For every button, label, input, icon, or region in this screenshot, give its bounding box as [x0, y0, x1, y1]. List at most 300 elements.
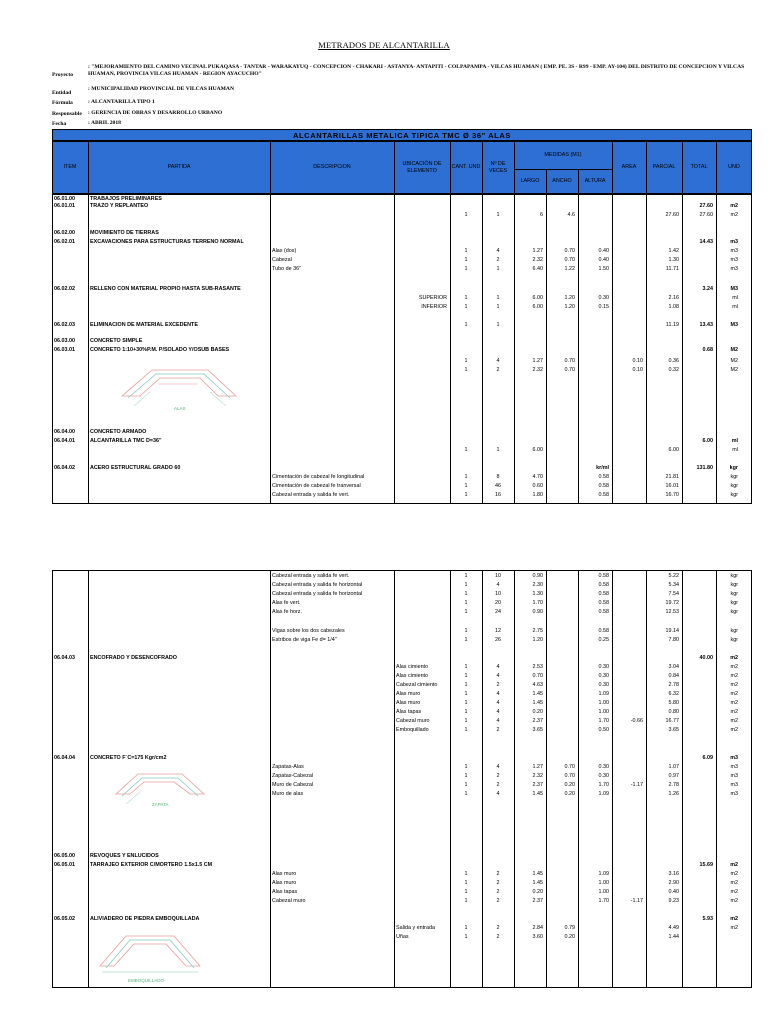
row-desc-cell: Tubo de 36" [272, 266, 301, 272]
row-altura-cell: 0.30 [598, 295, 609, 301]
row-veces-cell: 4 [496, 664, 500, 670]
row-desc-cell: Cabezal entrada y salida fe horizontal [272, 591, 363, 597]
row-item-cell: 06.04.02 [54, 465, 75, 471]
row-veces-cell: 1 [496, 295, 500, 301]
header-descripcion: DESCRIPCION [313, 164, 351, 171]
column-divider [546, 169, 547, 504]
row-cant-cell: 1 [464, 682, 468, 688]
row-ancho-cell: 0.70 [564, 367, 575, 373]
row-cant-cell: 1 [464, 673, 468, 679]
row-und-cell: m3 [730, 755, 738, 761]
row-veces-cell: 2 [496, 889, 500, 895]
row-veces-cell: 2 [496, 367, 500, 373]
row-altura-cell: 1.00 [598, 889, 609, 895]
row-cant-cell: 1 [464, 791, 468, 797]
row-ubicL-cell: Emboquillado [396, 727, 429, 733]
row-parcial-cell: 19.72 [665, 600, 679, 606]
row-largo-cell: 6.00 [532, 295, 543, 301]
row-parcial-cell: 1.26 [668, 791, 679, 797]
row-partida-cell: TRABAJOS PRELIMINARES [90, 196, 162, 202]
row-ancho-cell: 4.6 [567, 212, 575, 218]
row-partida-cell: TARRAJEO EXTERIOR C/MORTERO 1.5x1.5 CM [90, 862, 213, 868]
row-altura-cell: 0.58 [598, 600, 609, 606]
row-cant-cell: 1 [464, 591, 468, 597]
row-und-cell: m3 [730, 764, 738, 770]
row-item-cell: 06.03.01 [54, 347, 75, 353]
proyecto-label: Proyecto [52, 72, 74, 78]
row-ubic-cell: INFERIOR [421, 304, 447, 310]
row-item-cell: 06.01.01 [54, 203, 75, 209]
row-veces-cell: 2 [496, 925, 500, 931]
emboquillado-sketch [96, 928, 204, 984]
row-largo-cell: 1.45 [532, 691, 543, 697]
row-parcial-cell: 6.00 [668, 447, 679, 453]
row-parcial-cell: 0.40 [668, 889, 679, 895]
row-largo-cell: 2.32 [532, 367, 543, 373]
row-desc-cell: Zapatas-Cabezal [272, 773, 314, 779]
row-parcial-cell: 4.49 [668, 925, 679, 931]
row-largo-cell: 1.27 [532, 358, 543, 364]
row-item-cell: 06.02.03 [54, 322, 75, 328]
row-und-cell: kgr [730, 600, 738, 606]
row-partida-cell: EXCAVACIONES PARA ESTRUCTURAS TERRENO NORMAL [90, 239, 244, 245]
row-largo-cell: 2.32 [532, 773, 543, 779]
row-partida-cell: CONCRETO 1:10+30%P.M. P/SOLADO Y/OSUB BASES [90, 347, 230, 353]
row-und-cell: kgr [729, 465, 738, 471]
row-und-cell: m2 [730, 212, 738, 218]
row-item-cell: 06.05.01 [54, 862, 75, 868]
table-banner: ALCANTARILLAS METALICA TIPICA TMC Ø 36" ALAS [52, 129, 752, 141]
row-und-cell: m2 [730, 916, 738, 922]
row-altura-cell: 0.15 [598, 304, 609, 310]
row-altura-cell: 0.58 [598, 573, 609, 579]
row-parcial-cell: 12.53 [665, 609, 679, 615]
row-parcial-cell: 1.44 [668, 934, 679, 940]
row-parcial-cell: 16.77 [665, 718, 679, 724]
emboquillado-sketch-label: EMBOQUILLADO [128, 978, 165, 983]
row-veces-cell: 4 [496, 582, 500, 588]
header-total: TOTAL [690, 164, 708, 171]
header-ubicacion: UBICACIÓN DE ELEMENTO [402, 161, 442, 174]
row-largo-cell: 2.84 [532, 925, 543, 931]
row-altura-cell: 0.30 [598, 773, 609, 779]
row-altura-cell: 1.09 [598, 691, 609, 697]
row-veces-cell: 4 [496, 764, 500, 770]
header-partida: PARTIDA [167, 164, 191, 171]
row-parcial-cell: 2.16 [668, 295, 679, 301]
row-altura-cell: 1.00 [598, 709, 609, 715]
column-divider [578, 169, 579, 504]
row-veces-cell: 2 [496, 898, 500, 904]
row-ubicL-cell: Alas cimiento [396, 673, 429, 679]
row-und-cell: M3 [730, 322, 738, 328]
row-desc-cell: Cimentación de cabezal fe longitudinal [272, 474, 365, 480]
row-cant-cell: 1 [464, 367, 468, 373]
zapata-sketch [112, 766, 208, 812]
project-metadata [52, 62, 752, 127]
column-divider [682, 570, 683, 988]
row-und-cell: m2 [730, 691, 738, 697]
row-desc-cell: Alas muro [272, 871, 297, 877]
row-desc-cell: Cabezal muro [272, 898, 306, 904]
row-item-cell: 06.03.00 [54, 338, 75, 344]
row-cant-cell: 1 [464, 727, 468, 733]
column-divider [612, 570, 613, 988]
row-item-cell: 06.04.00 [54, 429, 75, 435]
row-cant-cell: 1 [464, 358, 468, 364]
row-ubicL-cell: Cabezal muro [396, 718, 430, 724]
row-und-cell: m3 [730, 773, 738, 779]
row-desc-cell: Cabezal entrada y salida fe horizontal [272, 582, 363, 588]
row-cant-cell: 1 [464, 573, 468, 579]
row-parcial-cell: 0.84 [668, 673, 679, 679]
row-parcial-cell: 0.97 [668, 773, 679, 779]
row-veces-cell: 4 [496, 673, 500, 679]
column-divider [88, 570, 89, 988]
row-ancho-cell: 1.20 [564, 295, 575, 301]
row-altura-cell: 1.70 [598, 782, 609, 788]
row-largo-cell: 2.37 [532, 898, 543, 904]
row-altura-cell: kr/ml [596, 465, 609, 471]
row-largo-cell: 3.65 [532, 727, 543, 733]
row-veces-cell: 24 [495, 609, 501, 615]
fecha-value: : ABRIL 2018 [88, 120, 121, 126]
row-desc-cell: Cabezal entrada y salida fe vert. [272, 573, 350, 579]
row-veces-cell: 10 [495, 591, 501, 597]
formula-label: Fórmula [52, 100, 73, 106]
row-parcial-cell: 3.04 [668, 664, 679, 670]
row-und-cell: ml [732, 447, 738, 453]
row-cant-cell: 1 [464, 691, 468, 697]
row-total-cell: 14.43 [699, 239, 713, 245]
row-largo-cell: 3.60 [532, 934, 543, 940]
header-veces: Nº DE VECES [488, 161, 508, 174]
row-cant-cell: 1 [464, 871, 468, 877]
row-veces-cell: 20 [495, 600, 501, 606]
row-partida-cell: ALIVIADERO DE PIEDRA EMBOQUILLADA [90, 916, 200, 922]
row-veces-cell: 1 [496, 212, 500, 218]
row-ancho-cell: 1.20 [564, 304, 575, 310]
row-partida-cell: ENCOFRADO Y DESENCOFRADO [90, 655, 177, 661]
row-veces-cell: 46 [495, 483, 501, 489]
row-parcial-cell: 16.70 [665, 492, 679, 498]
row-ubicL-cell: Uñas [396, 934, 409, 940]
header-medidas-divider [514, 169, 612, 170]
row-largo-cell: 1.80 [532, 492, 543, 498]
row-total-cell: 6.09 [702, 755, 713, 761]
header-ancho: ANCHO [552, 178, 572, 185]
row-total-cell: 13.43 [699, 322, 713, 328]
row-parcial-cell: 1.42 [668, 248, 679, 254]
row-parcial-cell: 16.01 [665, 483, 679, 489]
row-cant-cell: 1 [464, 257, 468, 263]
row-veces-cell: 4 [496, 248, 500, 254]
row-item-cell: 06.05.00 [54, 853, 75, 859]
header-altura: ALTURA [584, 178, 606, 185]
row-largo-cell: 2.32 [532, 257, 543, 263]
row-ancho-cell: 0.70 [564, 358, 575, 364]
row-largo-cell: 0.60 [532, 483, 543, 489]
row-cant-cell: 1 [464, 295, 468, 301]
row-ancho-cell: 0.20 [564, 934, 575, 940]
row-largo-cell: 2.75 [532, 628, 543, 634]
row-altura-cell: 1.70 [598, 718, 609, 724]
column-divider [394, 141, 395, 504]
row-und-cell: m2 [730, 925, 738, 931]
row-largo-cell: 1.30 [532, 591, 543, 597]
row-altura-cell: 0.58 [598, 492, 609, 498]
row-largo-cell: 0.70 [532, 673, 543, 679]
row-veces-cell: 1 [496, 447, 500, 453]
row-altura-cell: 0.30 [598, 664, 609, 670]
row-largo-cell: 1.45 [532, 871, 543, 877]
row-desc-cell: Cabezal entrada y salida fe vert. [272, 492, 350, 498]
row-cant-cell: 1 [464, 664, 468, 670]
row-parcial-cell: 19.14 [665, 628, 679, 634]
header-area: AREA [621, 164, 637, 171]
column-divider [394, 570, 395, 988]
row-largo-cell: 2.37 [532, 718, 543, 724]
row-und-cell: m3 [730, 239, 738, 245]
row-altura-cell: 0.30 [598, 682, 609, 688]
row-ancho-cell: 0.20 [564, 782, 575, 788]
row-und-cell: m2 [730, 700, 738, 706]
row-altura-cell: 0.58 [598, 483, 609, 489]
row-altura-cell: 0.58 [598, 628, 609, 634]
row-ubicL-cell: Alas tapas [396, 709, 422, 715]
row-desc-cell: Muro de Cabezal [272, 782, 314, 788]
row-parcial-cell: 3.65 [668, 727, 679, 733]
row-altura-cell: 1.00 [598, 880, 609, 886]
row-altura-cell: 1.00 [598, 700, 609, 706]
row-largo-cell: 6.00 [532, 304, 543, 310]
row-parcial-cell: 7.80 [668, 637, 679, 643]
row-und-cell: kgr [730, 609, 738, 615]
row-cant-cell: 1 [464, 718, 468, 724]
row-cant-cell: 1 [464, 322, 468, 328]
row-veces-cell: 16 [495, 492, 501, 498]
row-largo-cell: 1.45 [532, 791, 543, 797]
row-total-cell: 5.93 [702, 916, 713, 922]
row-largo-cell: 6 [540, 212, 543, 218]
row-partida-cell: CONCRETO SIMPLE [90, 338, 143, 344]
row-cant-cell: 1 [464, 773, 468, 779]
header-bottom-border [52, 194, 752, 195]
row-und-cell: m3 [730, 248, 738, 254]
row-parcial-cell: 0.36 [668, 358, 679, 364]
header-parcial: PARCIAL [652, 164, 676, 171]
row-parcial-cell: 5.80 [668, 700, 679, 706]
alas-sketch [118, 362, 240, 418]
row-total-cell: 27.60 [699, 212, 713, 218]
row-cant-cell: 1 [464, 600, 468, 606]
row-und-cell: m2 [730, 889, 738, 895]
row-veces-cell: 10 [495, 573, 501, 579]
row-und-cell: m2 [730, 862, 738, 868]
row-veces-cell: 1 [496, 322, 500, 328]
row-und-cell: kgr [730, 637, 738, 643]
row-largo-cell: 0.20 [532, 709, 543, 715]
row-und-cell: M3 [730, 286, 738, 292]
row-ancho-cell: 0.70 [564, 773, 575, 779]
row-ubicL-cell: Salida y entrada [396, 925, 435, 931]
row-veces-cell: 4 [496, 718, 500, 724]
header-und: UND [728, 164, 740, 171]
row-item-cell: 06.04.04 [54, 755, 75, 761]
row-altura-cell: 0.58 [598, 474, 609, 480]
row-altura-cell: 0.58 [598, 609, 609, 615]
row-veces-cell: 2 [496, 782, 500, 788]
row-largo-cell: 1.70 [532, 600, 543, 606]
row-und-cell: m2 [730, 709, 738, 715]
row-veces-cell: 2 [496, 934, 500, 940]
row-ancho-cell: 1.22 [564, 266, 575, 272]
row-ancho-cell: 0.20 [564, 791, 575, 797]
row-und-cell: M2 [730, 358, 738, 364]
row-total-cell: 6.00 [702, 438, 713, 444]
row-largo-cell: 1.20 [532, 637, 543, 643]
row-und-cell: kgr [730, 573, 738, 579]
row-veces-cell: 8 [496, 474, 500, 480]
row-largo-cell: 4.63 [532, 682, 543, 688]
row-veces-cell: 4 [496, 691, 500, 697]
row-ubicL-cell: Cabezal cimiento [396, 682, 438, 688]
row-cant-cell: 1 [464, 637, 468, 643]
row-total-cell: 0.68 [702, 347, 713, 353]
row-partida-cell: ACERO ESTRUCTURAL GRADO 60 [90, 465, 181, 471]
header-medidas: MEDIDAS (M1) [544, 151, 582, 158]
row-ubicL-cell: Alas cimiento [396, 664, 429, 670]
row-ancho-cell: 0.70 [564, 764, 575, 770]
row-parcial-cell: 9.23 [668, 898, 679, 904]
column-divider [88, 141, 89, 504]
row-und-cell: M2 [730, 367, 738, 373]
row-cant-cell: 1 [464, 447, 468, 453]
row-desc-cell: Estribos de viga Fe d= 1/4" [272, 637, 337, 643]
row-und-cell: kgr [730, 591, 738, 597]
row-und-cell: ml [731, 438, 738, 444]
row-altura-cell: 0.30 [598, 673, 609, 679]
row-desc-cell: Alas tapas [272, 889, 298, 895]
row-desc-cell: Muro de alas [272, 791, 304, 797]
row-parcial-cell: 11.19 [665, 322, 679, 328]
row-veces-cell: 4 [496, 709, 500, 715]
row-item-cell: 06.04.01 [54, 438, 75, 444]
header-cant: CANT. UND [451, 164, 481, 171]
row-largo-cell: 2.37 [532, 782, 543, 788]
responsable-value: : GERENCIA DE OBRAS Y DESARROLLO URBANO [88, 110, 223, 116]
row-veces-cell: 26 [495, 637, 501, 643]
row-cant-cell: 1 [464, 925, 468, 931]
row-parcial-cell: 21.81 [665, 474, 679, 480]
row-largo-cell: 2.53 [532, 664, 543, 670]
row-und-cell: kgr [730, 582, 738, 588]
row-item-cell: 06.02.00 [54, 230, 75, 236]
row-cant-cell: 1 [464, 764, 468, 770]
row-ubicL-cell: Alas muro [396, 700, 421, 706]
row-altura-cell: 0.50 [598, 727, 609, 733]
row-item-cell: 06.02.02 [54, 286, 75, 292]
row-cant-cell: 1 [464, 248, 468, 254]
row-total-cell: 3.24 [702, 286, 713, 292]
row-veces-cell: 2 [496, 727, 500, 733]
row-cant-cell: 1 [464, 782, 468, 788]
row-total-cell: 27.60 [699, 203, 713, 209]
formula-value: : ALCANTARILLA TIPO 1 [88, 99, 155, 105]
row-cant-cell: 1 [464, 266, 468, 272]
row-largo-cell: 2.30 [532, 582, 543, 588]
row-area-cell: 0.10 [632, 358, 643, 364]
header-largo: LARGO [520, 178, 540, 185]
row-veces-cell: 4 [496, 791, 500, 797]
row-total-cell: 15.69 [699, 862, 713, 868]
row-und-cell: ml [732, 304, 738, 310]
row-parcial-cell: 7.54 [668, 591, 679, 597]
row-und-cell: m3 [730, 257, 738, 263]
row-und-cell: m2 [730, 673, 738, 679]
column-divider [270, 141, 271, 504]
row-altura-cell: 0.40 [598, 248, 609, 254]
row-und-cell: kgr [730, 628, 738, 634]
row-und-cell: m2 [730, 880, 738, 886]
row-largo-cell: 0.90 [532, 609, 543, 615]
row-altura-cell: 0.30 [598, 764, 609, 770]
row-parcial-cell: 1.07 [668, 764, 679, 770]
row-ancho-cell: 0.70 [564, 257, 575, 263]
row-largo-cell: 0.90 [532, 573, 543, 579]
row-parcial-cell: 2.78 [668, 782, 679, 788]
row-item-cell: 06.05.02 [54, 916, 75, 922]
entidad-value: : MUNICIPALIDAD PROVINCIAL DE VILCAS HUAMAN [88, 86, 235, 92]
row-item-cell: 06.02.01 [54, 239, 75, 245]
row-altura-cell: 1.70 [598, 898, 609, 904]
row-parcial-cell: 0.80 [668, 709, 679, 715]
row-area-cell: 0.10 [632, 367, 643, 373]
row-cant-cell: 1 [464, 474, 468, 480]
row-partida-cell: REVOQUES Y ENLUCIDOS [90, 853, 159, 859]
row-altura-cell: 0.25 [598, 637, 609, 643]
row-largo-cell: 1.45 [532, 700, 543, 706]
row-und-cell: m2 [730, 655, 738, 661]
row-parcial-cell: 6.32 [668, 691, 679, 697]
row-und-cell: m2 [730, 664, 738, 670]
row-partida-cell: RELLENO CON MATERIAL PROPIO HASTA SUB-RASANTE [90, 286, 241, 292]
row-cant-cell: 1 [464, 609, 468, 615]
row-largo-cell: 0.20 [532, 889, 543, 895]
row-desc-cell: Alas muro [272, 880, 297, 886]
row-partida-cell: CONCRETO F`C=175 Kgr/cm2 [90, 755, 167, 761]
row-altura-cell: 0.58 [598, 591, 609, 597]
entidad-label: Entidad [52, 90, 72, 96]
row-largo-cell: 6.00 [532, 447, 543, 453]
row-total-cell: 40.00 [699, 655, 713, 661]
row-partida-cell: MOVIMIENTO DE TIERRAS [90, 230, 159, 236]
row-und-cell: kgr [730, 492, 738, 498]
row-cant-cell: 1 [464, 700, 468, 706]
row-cant-cell: 1 [464, 582, 468, 588]
row-partida-cell: CONCRETO ARMADO [90, 429, 147, 435]
row-parcial-cell: 2.78 [668, 682, 679, 688]
row-veces-cell: 1 [496, 266, 500, 272]
row-desc-cell: Alas (dos) [272, 248, 297, 254]
row-altura-cell: 0.58 [598, 582, 609, 588]
row-cant-cell: 1 [464, 889, 468, 895]
responsable-label: Responsable [52, 111, 82, 117]
fecha-label: Fecha [52, 121, 67, 127]
row-veces-cell: 4 [496, 700, 500, 706]
row-cant-cell: 1 [464, 304, 468, 310]
row-largo-cell: 1.45 [532, 880, 543, 886]
